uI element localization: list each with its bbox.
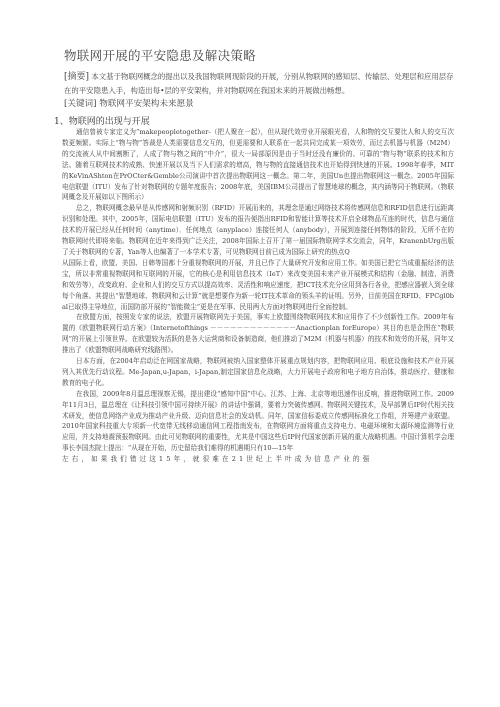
page-title: 物联网开展的平安隐患及解决策略 [64,48,257,63]
keywords [64,97,454,109]
paragraph: 日本方面，在2004年启动泛在网国家战略，物联网被纳入国家整体开展重点规划内容，把物联网应用、根底设施和技术产业开展列入其优先行动议程。Me-Japan,u-Japan，i-Japan,制定国家信息化战略，大力开展电子政府和电子地方自治体，推动医疗、健康和教育的电子化。 [62,357,454,387]
keywords-text: 物联网平安架构未来愿景 [99,99,194,109]
keywords-tag: [关键词] [64,99,97,109]
paragraph: 从国际上看，欧盟、美国、日韩等国都十分重视物联网的开展，并且已作了大量研究开发和应用工作。如美国已把它当成重振经济的法宝，所以非常重视物联网和互联网的开展，它的核心是利用信息技术（IeT）来改变美国未来产业开展模式和结构（金融、制造、消费和效劳等），改变政府、企业和人们的交互方式以提高效率、灵活性和响应速度，把ICT技术充分应用到各行各业，把感应器嵌入到全球每个角落。其提出“智慧地球、物联网和云计算”就是想要作为新一轮IT技术革命的领头羊的证明。另外，目前美国在RFID、FPCgl0bal已取得主导地位，而国防部开展的“智能微尘”更是在军事、民用两大方面对物联网进行全面控制。 [62,258,454,311]
abstract-text: 本文基于物联网概念的提出以及我国物联网现阶段的开展，分别从物联网的感知层、传输层、处理层和应用层存在的平安隐患入手，构造出每•层的平安架构，并对物联网在我国未来的开展做出畅想。 [64,72,454,95]
abstract [64,70,454,97]
paragraph: 在欧盟方面，按照发专家的说法，欧盟开展物联网先于美国，事实上欧盟围绕物联网技术和应用作了不少创新性工作。2009年布置的《欧盟物联网行动方案》（Internetofthings －－－－－－－－－－－－－Anactionplan forEurope）其目的也是企图在“物联网”的开展上引领世界。在欧盟较为活跃的是各大运营商和设备制造商，他们推动了M2M（机器与机器）的技术和效劳的开展，同年又推出了《欧盟物联网战略研究线路图》。 [62,313,454,355]
body-text [62,127,454,465]
section-heading: 1、物联网的出现与开展 [54,117,150,127]
paragraph: 总之，物联网概念最早是从传感网和射频识别（RFID）开展而来的，其理念是通过网络技术将传感网信息和RFID信息进行远距离识别和处理。其中，2005年，国际电信联盟（ITU）发布的报告便指出RFID和智能计算等技术开启全球物品互连的时代，信息与通信技术的开展已经从任何时间（anytime）．任何地点（anyplace）连接任何人（anybody），开展到连接任何物体的阶段，无所不在的物联网时代即将来临。物联网在近年来得到广泛关注，2008年国际上召开了第一届国际物联网学术交流会，同年，KranenbUrg出版了关于物联网的专著，Yan等人也编著了一本学术专著，可见物联网目前已成为国际上研究的热点Q [62,204,454,256]
paragraph: 通信曾被专家定义为“makepeopletogether-（把人聚在一起），但从现代效劳业开展眼光看，人和物的交互要比人和人的交互次数更频繁。实际上“物与物”答裁是人类需要信息交互的，但更需要和人联系在一起共同完成某一项效劳，而过去机器与机器（M2M）的交流被人从中间割断了，人成了物与物之间的“中介”，很大一局部原因是由于当时还没有廉价的、可靠的“物与物”联系的技术和方法。随着互联网技术的成熟、快速开展以及当下人们需求的增高，物与物的直接通信技术也开始得到快速的开展。1998年春季，MIT的KeVinAShton在PrOCter&Gemble公司演讲中首次提出物联网这一概念。第二年，美国Un也提出物联网这一概念。2005年国际电信联盟（ITU）发布了针对物联网的专题年度报告；2008年底，美国IBM公司提出了智慧地球的概念，其内涵等同于物联网。（物联网概念及开展如以下图所示） [62,128,454,202]
paragraph: 在我国，2009年8月温总理视察无锡，提出建设“感知中国”中心。江苏、上海、北京等地迅速作出反响，推进物联网工作。2009年11月3日，温总理在《让科技引领中国可持续开展》的讲话中强调，要着力突破传感网、物联网关键技术，及早部署后IP时代相关技术研发，使信息网络产业成为推动产业升级、迈向信息社会的发动机。同年，国家信标委成立传感网标准化工作组，并筹建产业联盟。2010年国家科技重大专项新一代宽带无线移动通信网工程指南发布，在物联网方面将重点支持电力、电磁环境和太湖环境监测等行业应用，并支持地震预报物联网。由此可见物联网的重要性，尤其是中国这些后IP时代国家创新开展的重大战略机遇。中国计算机学会理事长李国杰院士提出：“从现在开始，历史留给我们难得的机遇期只有10—15年 [62,389,454,453]
paragraph-last-line: 左右，如果我们错过这15年，就很难在21世纪上半叶成为信息产业的强 [62,455,373,464]
abstract-tag: [摘要] [64,72,90,82]
